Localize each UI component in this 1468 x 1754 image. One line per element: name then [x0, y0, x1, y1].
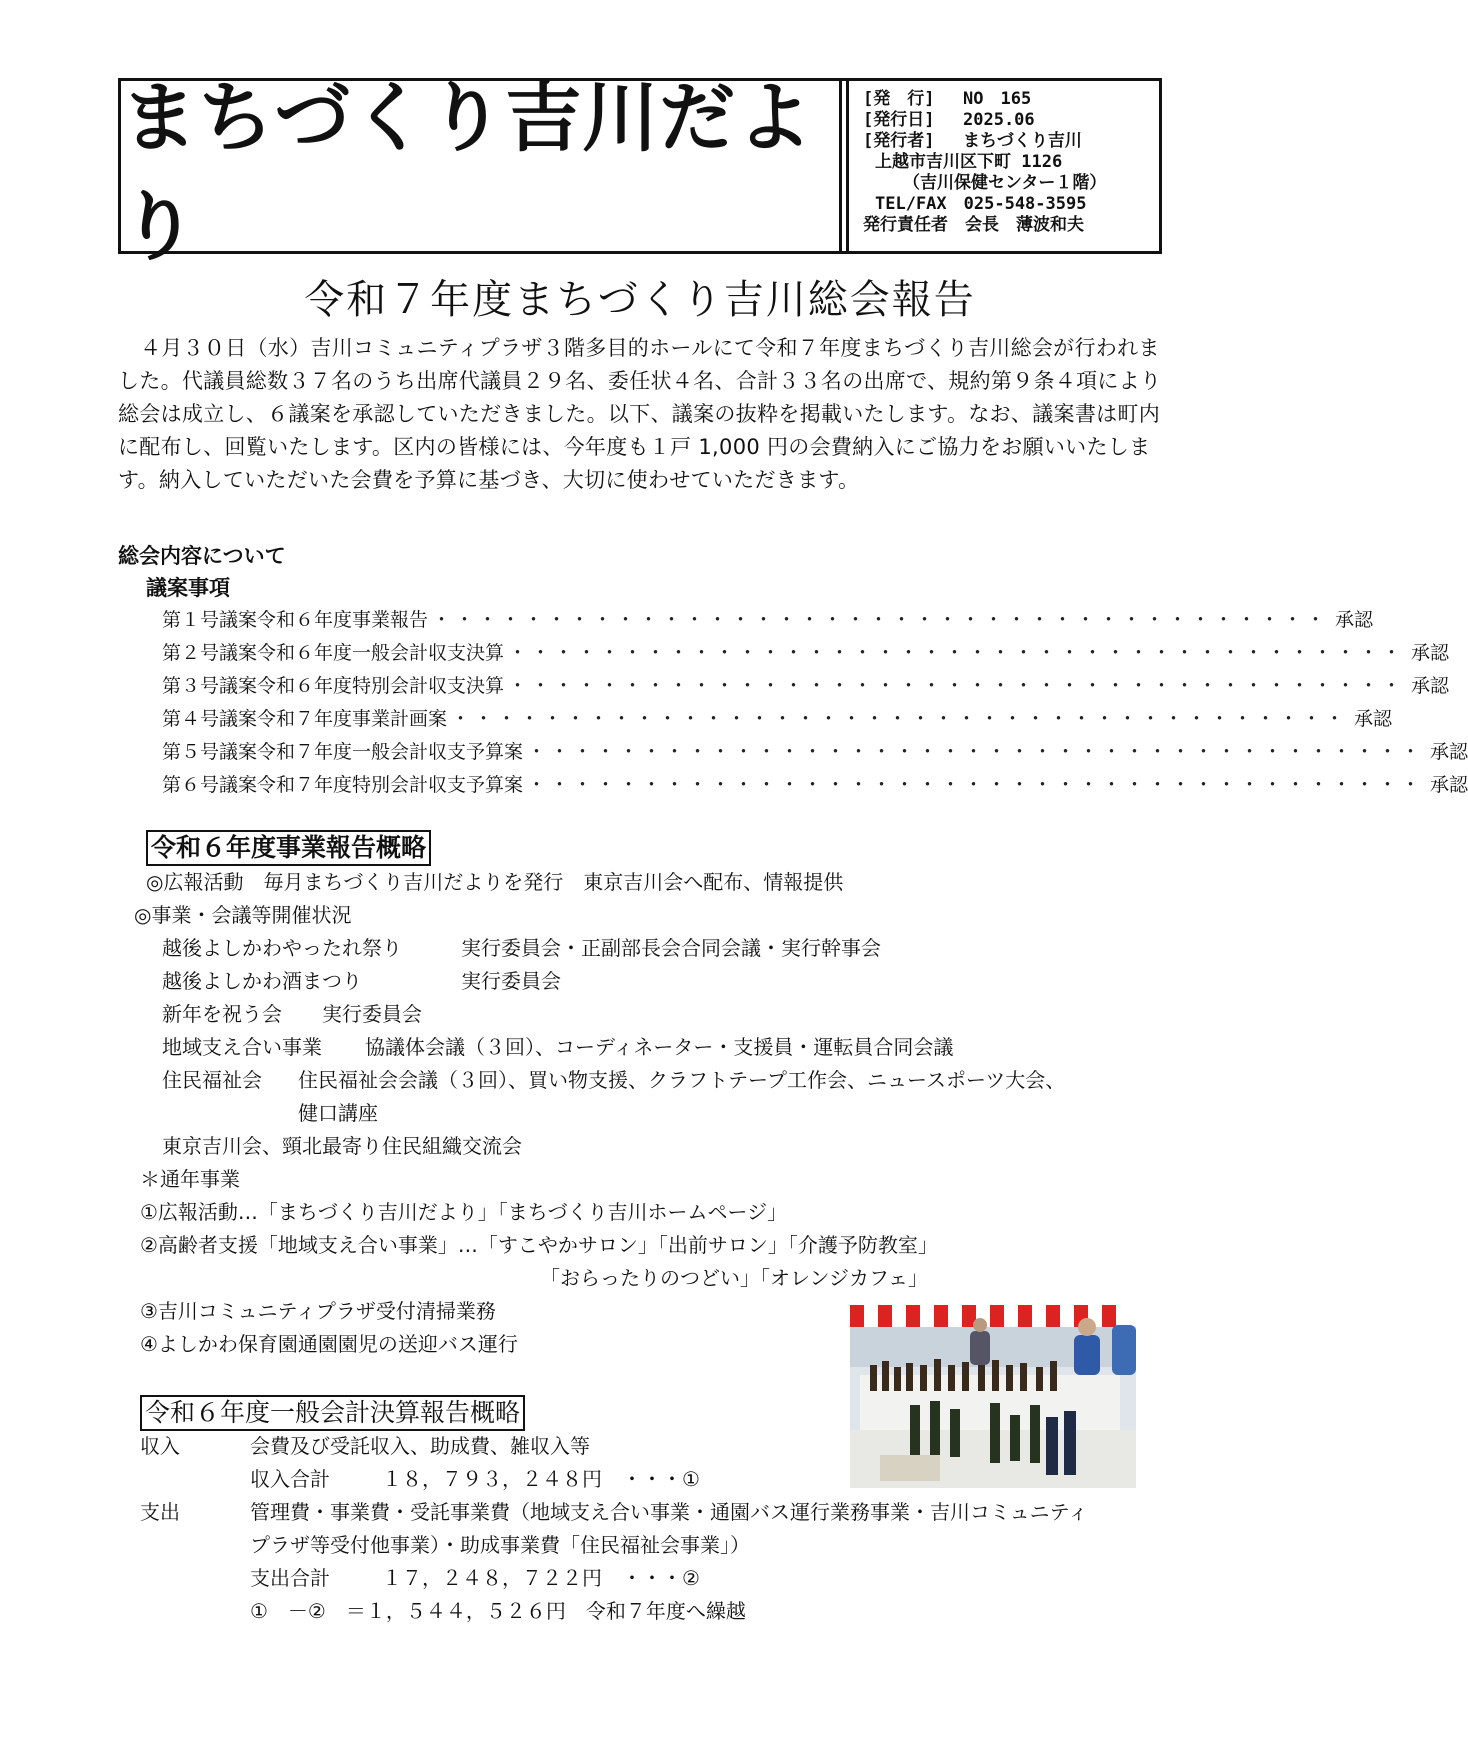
leader-dots: ・・・・・・・・・・・・・・・・・・・・・・・・・・・・・・・・・・・・・・・ [527, 774, 1425, 796]
income-description: 会費及び受託収入、助成費、雑収入等 [250, 1434, 590, 1458]
agenda-result: 承認 [1411, 675, 1450, 697]
event-detail: 実行委員会・正副部長会合同会議・実行幹事会 [461, 936, 881, 960]
agenda-heading: 総会内容について [118, 544, 286, 568]
yearly-item: ②高齢者支援「地域支え合い事業」…「すこやかサロン」「出前サロン」「介護予防教室」 [140, 1233, 938, 1257]
report-title: 令和６年度事業報告概略 [146, 830, 431, 866]
event-name: 越後よしかわ酒まつり [162, 969, 362, 993]
leader-dots: ・・・・・・・・・・・・・・・・・・・・・・・・・・・・・・・・・・・・・・・ [508, 642, 1406, 664]
masthead [118, 73, 1162, 271]
issue-date: 2025.06 [963, 110, 1035, 130]
event-name: 住民福祉会 [162, 1068, 262, 1092]
address-line-1: 上越市吉川区下町 1126 [875, 152, 1063, 172]
event-detail: 実行委員会 [322, 1002, 422, 1026]
event-name: 東京吉川会、頸北最寄り住民組織交流会 [162, 1134, 522, 1158]
event-name: 越後よしかわやったれ祭り [162, 936, 402, 960]
newsletter-title-cell [121, 73, 841, 271]
income-total-label: 収入合計 [250, 1467, 330, 1491]
income-total: １８，７９３，２４８円 ・・・① [382, 1467, 700, 1491]
publisher-name: まちづくり吉川 [963, 131, 1082, 151]
event-detail-cont: 健口講座 [298, 1101, 378, 1125]
expense-description-cont: プラザ等受付他事業）・助成事業費「住民福祉会事業」） [250, 1533, 750, 1557]
income-label: 収入 [140, 1434, 180, 1458]
leader-dots: ・・・・・・・・・・・・・・・・・・・・・・・・・・・・・・・・・・・・・・・ [451, 708, 1349, 730]
yearly-item-cont: 「おらったりのつどい」「オレンジカフェ」 [540, 1266, 928, 1290]
publication-info [863, 89, 1159, 236]
yearly-heading: ＊通年事業 [140, 1167, 240, 1191]
yearly-item: ④よしかわ保育園通園園児の送迎バス運行 [140, 1332, 518, 1356]
expense-total-label: 支出合計 [250, 1566, 330, 1590]
leader-dots: ・・・・・・・・・・・・・・・・・・・・・・・・・・・・・・・・・・・・・・・ [432, 609, 1330, 631]
agenda-item: 第１号議案 令和６年度事業報告 ・・・・・・・・・・・・・・・・・・・・・・・・・・・・・・・・・・・・・・・ 承認 [162, 604, 1042, 637]
sake-festival-illustration [850, 1305, 1136, 1488]
agenda-item: 第４号議案 令和７年度事業計画案 ・・・・・・・・・・・・・・・・・・・・・・・・・・・・・・・・・・・・・・・ 承認 [162, 703, 1042, 736]
masthead-divider [839, 81, 849, 251]
agenda-item: 第２号議案 令和６年度一般会計収支決算 ・・・・・・・・・・・・・・・・・・・・・・・・・・・・・・・・・・・・・・・ 承認 [162, 637, 1042, 670]
agenda-item: 第５号議案 令和７年度一般会計収支予算案 ・・・・・・・・・・・・・・・・・・・・・・・・・・・・・・・・・・・・・・・ 承認 [162, 736, 1042, 769]
date-key: [発行日] [863, 110, 935, 130]
agenda-item: 第３号議案 令和６年度特別会計収支決算 ・・・・・・・・・・・・・・・・・・・・・・・・・・・・・・・・・・・・・・・ 承認 [162, 670, 1042, 703]
yearly-item: ①広報活動…「まちづくり吉川だより」「まちづくり吉川ホームページ」 [140, 1200, 788, 1224]
agenda-result: 承認 [1354, 708, 1393, 730]
responsible-person: 発行責任者 会長 薄波和夫 [863, 215, 1084, 235]
yearly-item: ③吉川コミュニティプラザ受付清掃業務 [140, 1299, 496, 1323]
leader-dots: ・・・・・・・・・・・・・・・・・・・・・・・・・・・・・・・・・・・・・・・ [527, 741, 1425, 763]
agenda-subheading: 議案事項 [146, 576, 230, 600]
event-name: 新年を祝う会 [162, 1002, 282, 1026]
agenda-result: 承認 [1335, 609, 1374, 631]
budget-title: 令和６年度一般会計決算報告概略 [140, 1395, 525, 1431]
event-detail: 協議体会議（３回）、コーディネーター・支援員・運転員合同会議 [365, 1035, 954, 1059]
agenda-result: 承認 [1411, 642, 1450, 664]
issue-number: NO 165 [963, 89, 1032, 109]
leader-dots: ・・・・・・・・・・・・・・・・・・・・・・・・・・・・・・・・・・・・・・・ [508, 675, 1406, 697]
headline: 令和７年度まちづくり吉川総会報告 [304, 277, 976, 323]
expense-total: １７，２４８，７２２円 ・・・② [382, 1566, 700, 1590]
tel-fax: TEL/FAX 025-548-3595 [875, 194, 1087, 214]
address-line-2: （吉川保健センター１階） [903, 173, 1107, 193]
agenda-list [162, 604, 1468, 802]
event-detail: 実行委員会 [461, 969, 561, 993]
balance-carryover: ① －② ＝１，５４４，５２６円 令和７年度へ繰越 [250, 1599, 746, 1623]
events-heading: ◎事業・会議等開催状況 [134, 903, 352, 927]
event-name: 地域支え合い事業 [162, 1035, 322, 1059]
agenda-result: 承認 [1430, 741, 1468, 763]
publisher-key: [発行者] [863, 131, 935, 151]
agenda-result: 承認 [1430, 774, 1468, 796]
sake-festival-photo [850, 1305, 1136, 1488]
expense-description: 管理費・事業費・受託事業費（地域支え合い事業・通園バス運行業務事業・吉川コミュニティ [250, 1500, 1088, 1524]
intro-paragraph: ４月３０日（水）吉川コミュニティプラザ３階多目的ホールにて令和７年度まちづくり吉川総会が行われました。代議員総数３７名のうち出席代議員２９名、委任状４名、合計３３名の出席で、規約第９条４項により総会は成立し、６議案を承認していただきました。以下、議案の抜粋を掲載いたします。なお、議案書は町内に配布し、回覧いたします。区内の皆様には、今年度も１戸 1,000 円の会費納入にご協力をお願いいたします。納入していただいた会費を予算に基づき、大切に使わせていただきます。 [118, 336, 1162, 492]
expense-label: 支出 [140, 1500, 180, 1524]
newsletter-title: まちづくり吉川だより [121, 73, 814, 271]
agenda-item: 第６号議案 令和７年度特別会計収支予算案 ・・・・・・・・・・・・・・・・・・・・・・・・・・・・・・・・・・・・・・・ 承認 [162, 769, 1042, 802]
pr-activity: ◎広報活動 毎月まちづくり吉川だよりを発行 東京吉川会へ配布、情報提供 [146, 870, 844, 894]
event-detail: 住民福祉会会議（３回）、買い物支援、クラフトテープ工作会、ニュースポーツ大会、 [298, 1068, 1066, 1092]
issue-key: [発 行] [863, 89, 935, 109]
